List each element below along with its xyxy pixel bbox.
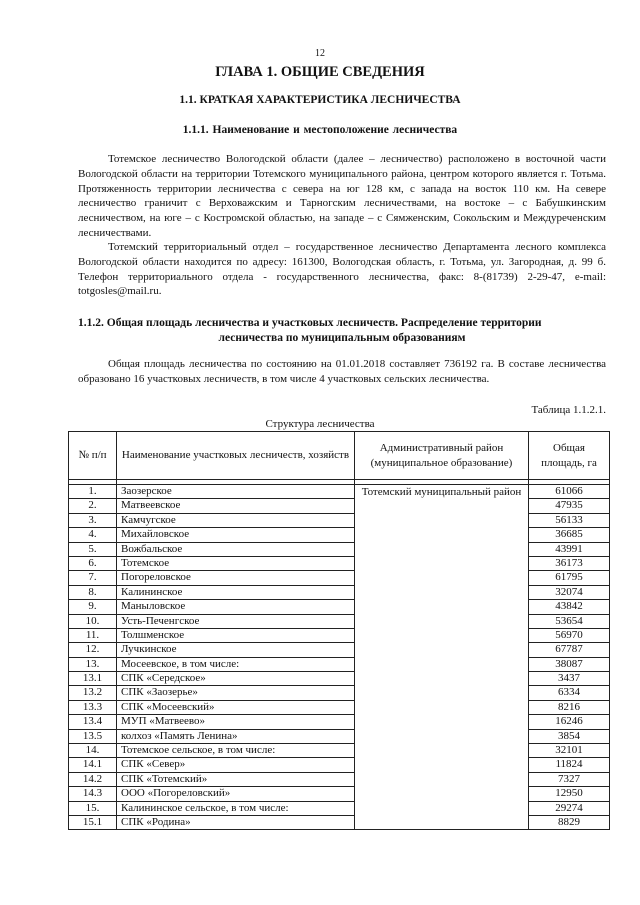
row-district-empty [355,787,529,801]
table-row [69,815,610,829]
table-row [69,715,610,729]
row-area: 8829 [529,815,610,829]
row-area: 61066 [529,485,610,499]
row-area: 56970 [529,628,610,642]
row-name: Заозерское [117,485,355,499]
row-area: 6334 [529,686,610,700]
row-district-empty [355,643,529,657]
header-area: Общая площадь, га [529,432,610,480]
row-area: 53654 [529,614,610,628]
subsection-title-area [78,316,606,346]
row-district-empty [355,801,529,815]
table-body [69,480,610,830]
table-row [69,729,610,743]
row-name: Маныловское [117,600,355,614]
row-name: Тотемское [117,556,355,570]
row-num: 14.1 [69,758,117,772]
header-district: Административный район (муниципальное образование) [355,432,529,480]
row-area: 47935 [529,499,610,513]
row-district-empty [355,672,529,686]
row-district-empty [355,542,529,556]
row-num: 15.1 [69,815,117,829]
table-row [69,787,610,801]
row-area: 7327 [529,772,610,786]
table-row [69,542,610,556]
row-num: 11. [69,628,117,642]
row-area: 12950 [529,787,610,801]
subsection-title-location: 1.1.1. Наименование и местоположение лесничества [182,124,458,136]
table-row [69,485,610,499]
row-district-empty [355,600,529,614]
row-name: ООО «Погореловский» [117,787,355,801]
row-area: 32074 [529,585,610,599]
row-num: 12. [69,643,117,657]
row-name: СПК «Тотемский» [117,772,355,786]
row-num: 14. [69,744,117,758]
chapter-title: ГЛАВА 1. ОБЩИЕ СВЕДЕНИЯ [215,64,425,80]
table-row [69,758,610,772]
row-area: 8216 [529,700,610,714]
row-name: колхоз «Память Ленина» [117,729,355,743]
row-num: 13.3 [69,700,117,714]
section-title: 1.1. КРАТКАЯ ХАРАКТЕРИСТИКА ЛЕСНИЧЕСТВА [179,94,461,106]
row-district-empty [355,772,529,786]
table-row [69,499,610,513]
row-num: 14.3 [69,787,117,801]
row-name: Камчугское [117,513,355,527]
row-num: 13.2 [69,686,117,700]
row-area: 32101 [529,744,610,758]
row-district-empty [355,700,529,714]
row-num: 13.1 [69,672,117,686]
row-name: СПК «Заозерье» [117,686,355,700]
row-district-empty [355,528,529,542]
row-num: 9. [69,600,117,614]
row-num: 13.5 [69,729,117,743]
table-row [69,556,610,570]
row-num: 5. [69,542,117,556]
row-district-empty [355,815,529,829]
row-num: 13. [69,657,117,671]
row-district-empty [355,715,529,729]
table-row [69,513,610,527]
subsection-title-area-line1: 1.1.2. Общая площадь лесничества и участковых лесничеств. Распределение территории [78,317,542,329]
row-num: 10. [69,614,117,628]
table-row [69,657,610,671]
row-area: 61795 [529,571,610,585]
row-name: Калининское сельское, в том числе: [117,801,355,815]
table-row [69,672,610,686]
row-area: 29274 [529,801,610,815]
table-row [69,585,610,599]
row-name: СПК «Середское» [117,672,355,686]
row-area: 3437 [529,672,610,686]
row-name: МУП «Матвеево» [117,715,355,729]
row-district-empty [355,571,529,585]
row-district-empty [355,758,529,772]
row-district-empty [355,657,529,671]
row-num: 13.4 [69,715,117,729]
row-area: 43842 [529,600,610,614]
page-number: 12 [315,48,325,59]
row-district-empty [355,729,529,743]
table-row [69,628,610,642]
table-row [69,600,610,614]
table-row [69,700,610,714]
row-area: 36685 [529,528,610,542]
row-name: Лучкинское [117,643,355,657]
table-caption: Структура лесничества [265,418,375,430]
row-area: 56133 [529,513,610,527]
row-district-empty [355,614,529,628]
row-num: 4. [69,528,117,542]
paragraph-area: Общая площадь лесничества по состоянию на 01.01.2018 составляет 736192 га. В составе лесничества образовано 16 участковых лесничеств, в том числе 4 участковых сельских лесничества. [78,358,606,385]
paragraph-location: Тотемское лесничество Вологодской области (далее – лесничество) расположено в восточной части Вологодской области на территории Тотемского муниципального района, центром которого является г. Тотьма. Протяженность территории лесничества с севера на юг 128 км, с запада на восток 110 км. На севере лесничество граничит с Верховажским и Тарногским лесничествами, на востоке – с Бабушкинским лесничеством, на юге – с Костромской областью, на западе – с Сямженским, Сокольским и Междуреченским лесничествами. [78,153,606,239]
row-name: Погореловское [117,571,355,585]
row-area: 11824 [529,758,610,772]
row-num: 7. [69,571,117,585]
row-area: 36173 [529,556,610,570]
table-row [69,801,610,815]
table-row [69,571,610,585]
row-name: СПК «Север» [117,758,355,772]
row-area: 3854 [529,729,610,743]
paragraph-contacts: Тотемский территориальный отдел – государственное лесничество Департамента лесного комплекса Вологодской области находится по адресу: 161300, Вологодская область, г. Тотьма, ул. Загородная, д. 99 б. Телефон территориального отдела - государственного лесничества, факс: 8-(81739) 2-29-47, e-mail: totgosles@mail.ru. [78,241,606,298]
row-district-empty [355,686,529,700]
row-area: 67787 [529,643,610,657]
row-district-empty [355,556,529,570]
row-name: Матвеевское [117,499,355,513]
row-num: 14.2 [69,772,117,786]
header-name: Наименование участковых лесничеств, хозяйств [117,432,355,480]
row-num: 1. [69,485,117,499]
row-name: Вожбальское [117,542,355,556]
row-name: Усть-Печенгское [117,614,355,628]
table-number: Таблица 1.1.2.1. [531,404,606,416]
table-row [69,744,610,758]
table-row [69,643,610,657]
row-num: 8. [69,585,117,599]
row-name: СПК «Мосеевский» [117,700,355,714]
row-area: 43991 [529,542,610,556]
row-name: Мосеевское, в том числе: [117,657,355,671]
row-num: 3. [69,513,117,527]
table-row [69,686,610,700]
row-district-empty [355,585,529,599]
row-name: Михайловское [117,528,355,542]
forestry-structure-table [68,431,610,830]
table-row [69,614,610,628]
row-name: СПК «Родина» [117,815,355,829]
row-area: 38087 [529,657,610,671]
row-district-empty [355,513,529,527]
row-district-empty [355,744,529,758]
row-district: Тотемский муниципальный район [355,485,529,514]
table-row [69,772,610,786]
row-name: Толшменское [117,628,355,642]
subsection-title-area-line2: лесничества по муниципальным образованиям [218,332,466,344]
row-area: 16246 [529,715,610,729]
row-name: Калининское [117,585,355,599]
row-num: 15. [69,801,117,815]
header-num: № п/п [69,432,117,480]
row-num: 6. [69,556,117,570]
table-header-row [69,432,610,480]
row-district-empty [355,628,529,642]
row-name: Тотемское сельское, в том числе: [117,744,355,758]
table-row [69,528,610,542]
row-num: 2. [69,499,117,513]
